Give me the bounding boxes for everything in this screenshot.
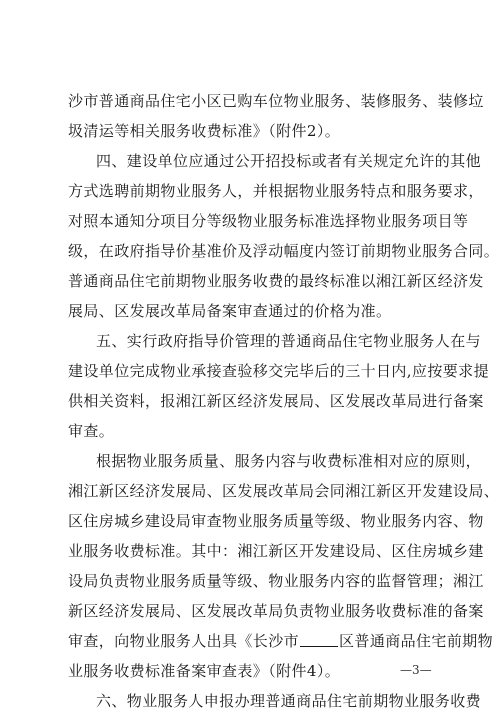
page-number: —3— — [400, 663, 432, 677]
text-line-14: 湘江新区经济发展局、区发展改革局会同湘江新区开发建设局、 — [68, 482, 500, 500]
text-line-20: 业服务收费标准备案审查表》（附件4）。 — [68, 662, 341, 680]
paragraph-principle-start: 根据物业服务质量、服务内容与收费标准相对应的原则， — [96, 452, 482, 470]
text-segment-after-blank: 区普通商品住宅前期物 — [339, 632, 494, 650]
paragraph-5-start: 五、实行政府指导价管理的普通商品住宅物业服务人在与 — [96, 332, 482, 350]
text-segment-before-blank: 审查，向物业服务人出具《长沙市 — [68, 632, 300, 650]
text-line-12: 审查。 — [68, 422, 115, 440]
text-line-19 — [68, 630, 493, 652]
text-line-5: 对照本通知分项目分等级物业服务标准选择物业服务项目等 — [68, 212, 469, 230]
text-line-6: 级，在政府指导价基准价及浮动幅度内签订前期物业服务合同。 — [68, 242, 500, 260]
text-line-17: 设局负责物业服务质量等级、物业服务内容的监督管理；湘江 — [68, 572, 484, 590]
fill-in-blank — [300, 632, 338, 647]
text-line-16: 业服务收费标准。其中：湘江新区开发建设局、区住房城乡建 — [68, 542, 484, 560]
text-line-7: 普通商品住宅前期物业服务收费的最终标准以湘江新区经济发 — [68, 272, 484, 290]
text-line-10: 建设单位完成物业承接查验移交完毕后的三十日内,应按要求提 — [68, 362, 489, 380]
text-line-15: 区住房城乡建设局审查物业服务质量等级、物业服务内容、物 — [68, 512, 484, 530]
text-line-1: 沙市普通商品住宅小区已购车位物业服务、装修服务、装修垃 — [68, 92, 484, 110]
paragraph-6-start: 六、物业服务人申报办理普通商品住宅前期物业服务收费 — [96, 692, 482, 710]
text-line-18: 新区经济发展局、区发展改革局负责物业服务收费标准的备案 — [68, 602, 484, 620]
paragraph-4-start: 四、建设单位应通过公开招投标或者有关规定允许的其他 — [96, 152, 482, 170]
text-line-11: 供相关资料，报湘江新区经济发展局、区发展改革局进行备案 — [68, 392, 484, 410]
text-line-2: 圾清运等相关服务收费标准》（附件2）。 — [68, 122, 341, 140]
text-line-4: 方式选聘前期物业服务人，并根据物业服务特点和服务要求， — [68, 182, 484, 200]
text-line-8: 展局、区发展改革局备案审查通过的价格为准。 — [68, 302, 392, 320]
